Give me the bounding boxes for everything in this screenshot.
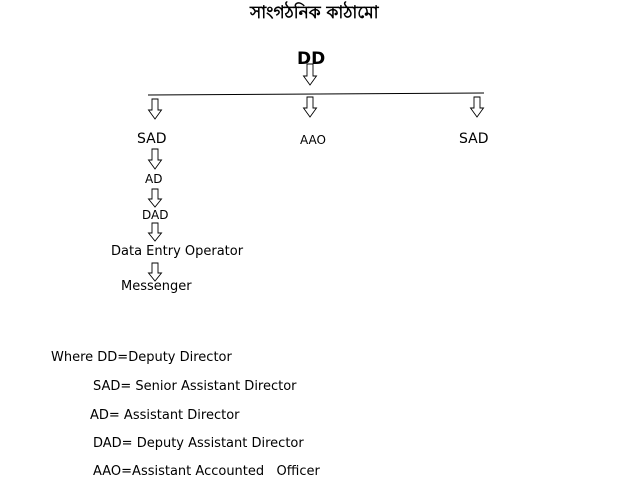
node-sad-right: SAD xyxy=(459,131,489,147)
legend-sad: SAD= Senior Assistant Director xyxy=(93,379,297,394)
legend-ad: AD= Assistant Director xyxy=(90,408,240,423)
arrow-ad-to-dad xyxy=(149,189,162,207)
arrow-to-sad-right xyxy=(471,97,484,117)
node-dd: DD xyxy=(297,49,326,69)
node-data-entry-operator: Data Entry Operator xyxy=(111,244,244,259)
legend-aao: AAO=Assistant Accounted Officer xyxy=(93,464,320,479)
arrow-dad-to-operator xyxy=(149,223,162,241)
arrow-to-sad-left xyxy=(149,99,162,119)
node-dad: DAD xyxy=(142,208,169,222)
chart-title: সাংগঠনিক কাঠামো xyxy=(250,3,379,23)
node-messenger: Messenger xyxy=(121,279,192,294)
arrow-sad-to-ad xyxy=(149,149,162,169)
legend-dad: DAD= Deputy Assistant Director xyxy=(93,436,304,451)
horizontal-connector xyxy=(148,93,484,95)
node-aao: AAO xyxy=(300,133,326,147)
node-ad: AD xyxy=(145,172,163,186)
arrow-to-aao xyxy=(304,97,317,117)
node-sad-left: SAD xyxy=(137,131,167,147)
legend-dd: Where DD=Deputy Director xyxy=(51,350,232,365)
